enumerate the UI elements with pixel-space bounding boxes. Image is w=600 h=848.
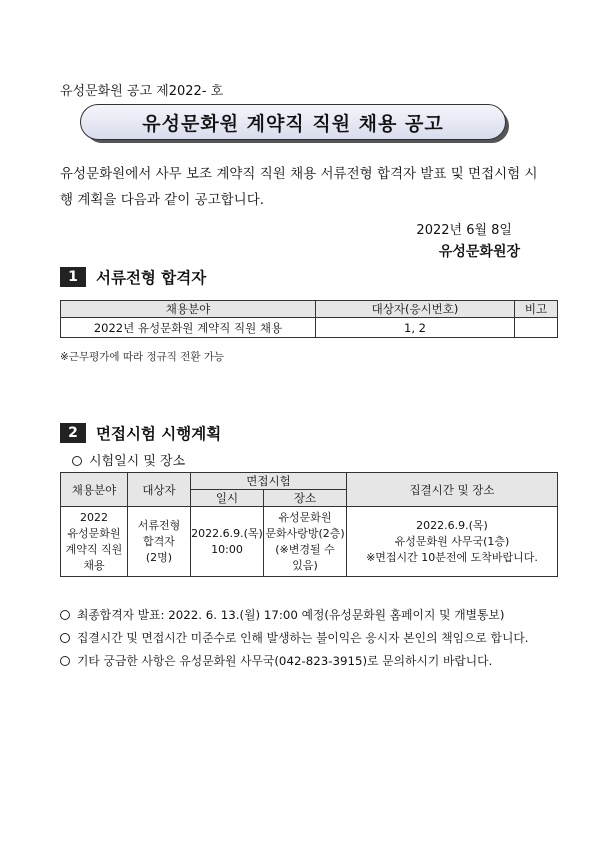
table-header: 장소: [264, 490, 347, 507]
subheading: [72, 450, 185, 469]
cell-line: (※변경될 수: [275, 542, 335, 556]
title-banner: [80, 104, 512, 146]
table-header: 일시: [191, 490, 264, 507]
notice-bullets: [60, 604, 580, 673]
section-1-heading: [60, 266, 206, 288]
table-header: 면접시험: [191, 473, 347, 490]
cell-line: 2022.6.9.(목): [416, 518, 488, 532]
subheading-text: 시험일시 및 장소: [89, 454, 186, 469]
conversion-note: ※근무평가에 따라 정규직 전환 가능: [60, 351, 225, 363]
table-header: 대상자(응시번호): [316, 301, 515, 318]
table-cell: 1, 2: [316, 318, 515, 338]
list-item: [60, 650, 580, 673]
cell-line: 10:00: [211, 542, 243, 556]
circle-bullet-icon: [60, 610, 70, 620]
cell-line: 서류전형: [137, 518, 181, 532]
cell-line: ※면접시간 10분전에 도착바랍니다.: [366, 550, 538, 564]
table-cell: [515, 318, 558, 338]
table-cell: [347, 507, 558, 577]
cell-line: 2022.6.9.(목): [191, 526, 263, 540]
cell-line: 계약직 직원: [65, 542, 123, 556]
table-header-row: [61, 473, 558, 490]
table-header: 대상자: [128, 473, 191, 507]
table-row: [61, 507, 558, 577]
table-cell: [191, 507, 264, 577]
issuer: 유성문화원장: [438, 244, 520, 260]
cell-line: 2022: [80, 510, 108, 524]
section-2-heading: [60, 422, 221, 444]
page-title: 유성문화원 계약직 직원 채용 공고: [80, 104, 506, 140]
table-header: 채용분야: [61, 473, 128, 507]
circle-bullet-icon: [60, 656, 70, 666]
document-pass-table: [60, 300, 558, 338]
notice-number: 유성문화원 공고 제2022- 호: [60, 84, 224, 99]
cell-line: 문화사랑방(2층): [265, 526, 345, 540]
cell-line: (2명): [145, 550, 173, 564]
table-cell: [61, 507, 128, 577]
intro-paragraph: 유성문화원에서 사무 보조 계약직 직원 채용 서류전형 합격자 발표 및 면접시험 시행 계획을 다음과 같이 공고합니다.: [60, 166, 538, 208]
circle-bullet-icon: [60, 633, 70, 643]
interview-schedule-table: [60, 472, 558, 577]
section-title: 서류전형 합격자: [96, 269, 207, 287]
table-header: 집결시간 및 장소: [347, 473, 558, 507]
cell-line: 있음): [292, 558, 318, 572]
cell-line: 유성문화원 사무국(1층): [394, 534, 510, 548]
section-title: 면접시험 시행계획: [96, 425, 222, 443]
table-header-row: [61, 301, 558, 318]
cell-line: 합격자: [143, 534, 175, 548]
bullet-text: 최종합격자 발표: 2022. 6. 13.(월) 17:00 예정(유성문화원 홈페이지 및 개별통보): [77, 608, 505, 622]
table-header: 비고: [515, 301, 558, 318]
circle-bullet-icon: [72, 456, 82, 466]
table-cell: [264, 507, 347, 577]
bullet-text: 기타 궁금한 사항은 유성문화원 사무국(042-823-3915)로 문의하시기 바랍니다.: [77, 654, 493, 668]
cell-line: 유성문화원: [67, 526, 121, 540]
section-number-badge: 2: [60, 423, 86, 443]
table-cell: 2022년 유성문화원 계약직 직원 채용: [61, 318, 316, 338]
list-item: [60, 627, 580, 650]
table-row: [61, 318, 558, 338]
list-item: [60, 604, 580, 627]
bullet-text: 집결시간 및 면접시간 미준수로 인해 발생하는 불이익은 응시자 본인의 책임으로 합니다.: [77, 631, 529, 645]
announcement-date: 2022년 6월 8일: [416, 223, 512, 238]
table-header: 채용분야: [61, 301, 316, 318]
table-cell: [128, 507, 191, 577]
cell-line: 채용: [83, 558, 105, 572]
section-number-badge: 1: [60, 267, 86, 287]
cell-line: 유성문화원: [278, 510, 332, 524]
